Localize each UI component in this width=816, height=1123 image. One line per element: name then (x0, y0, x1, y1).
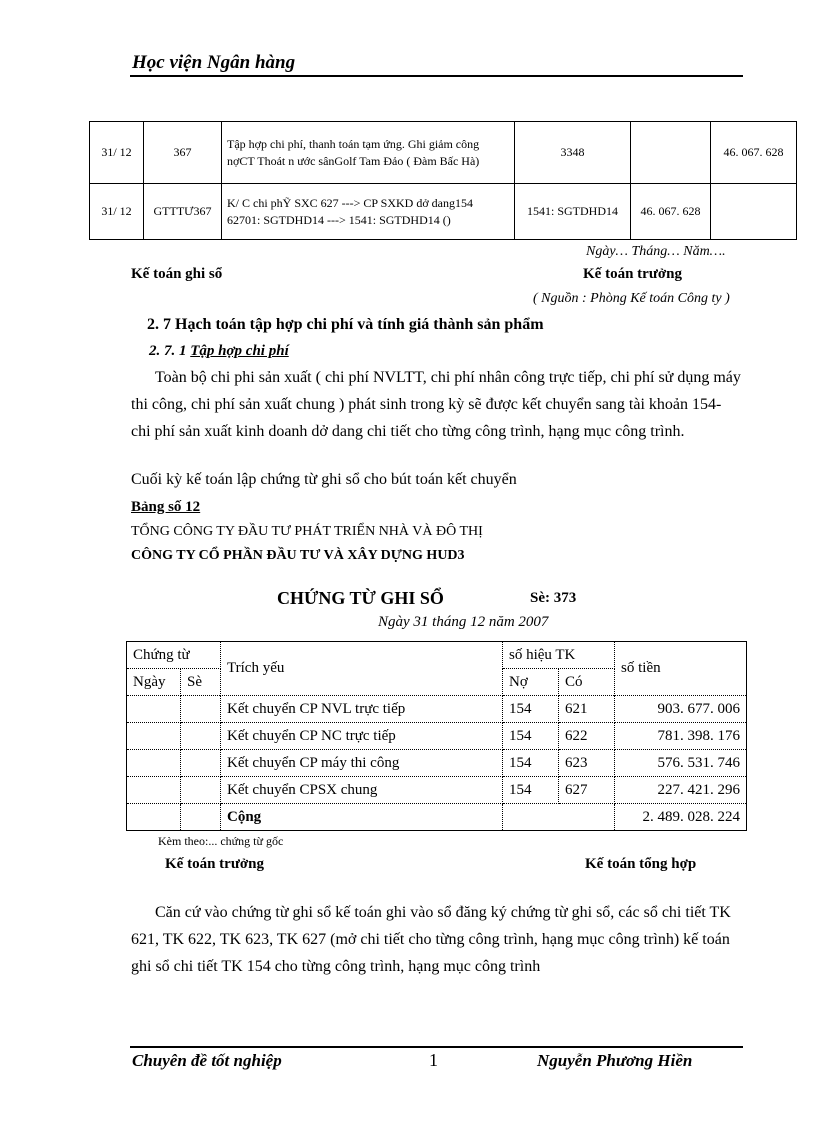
row-credit: 621 (559, 696, 615, 723)
header-summary: Trích yếu (221, 642, 503, 696)
source-note: ( Nguồn : Phòng Kế toán Công ty ) (533, 291, 730, 306)
row-summary: Kết chuyển CP NVL trực tiếp (221, 696, 503, 723)
footer-left: Chuyên đề tốt nghiệp (132, 1051, 282, 1070)
ledger-debit-amount (631, 122, 711, 184)
ledger-desc: K/ C chi phỸ SXC 627 ---> CP SXKD dở dang154 62701: SGTDHD14 ---> 1541: SGTDHD14 () (222, 184, 515, 240)
table-row (127, 750, 747, 777)
row-credit: 623 (559, 750, 615, 777)
voucher-date: Ngày 31 tháng 12 năm 2007 (378, 614, 549, 630)
page-number: 1 (429, 1050, 438, 1070)
ledger-credit-amount (711, 184, 797, 240)
parent-company: TỔNG CÔNG TY ĐẦU TƯ PHÁT TRIỂN NHÀ VÀ ĐÔ THỊ (131, 524, 483, 539)
row-summary: Kết chuyển CP NC trực tiếp (221, 723, 503, 750)
row-debit: 154 (503, 750, 559, 777)
row-debit: 154 (503, 723, 559, 750)
ledger-credit-amount: 46. 067. 628 (711, 122, 797, 184)
row-amount: 903. 677. 006 (615, 696, 747, 723)
ledger-table (89, 121, 797, 240)
row-credit: 622 (559, 723, 615, 750)
date-line: Ngày… Tháng… Năm…. (586, 244, 726, 259)
ledger-desc: Tập hợp chi phí, thanh toán tạm ứng. Ghi giảm công nợCT Thoát n ước sânGolf Tam Đảo ( Đàm Bấc Hà) (222, 122, 515, 184)
ledger-ref: 367 (144, 122, 222, 184)
voucher-number: Sè: 373 (530, 590, 577, 606)
ledger-date: 31/ 12 (90, 184, 144, 240)
header-voucher: Chứng từ (127, 642, 221, 669)
header-credit: Có (559, 669, 615, 696)
voucher-title: CHỨNG TỪ GHI SỔ (277, 588, 444, 608)
row-summary: Kết chuyển CP máy thi công (221, 750, 503, 777)
header-title: Học viện Ngân hàng (132, 52, 296, 73)
signature-chief-accountant: Kế toán trưởng (583, 266, 682, 282)
closing-paragraph: Căn cứ vào chứng từ ghi sổ kế toán ghi vào sổ đăng ký chứng từ ghi sổ, các sổ chi tiết TK 621, TK 622, TK 623, TK 627 (mở chi tiết cho từng công trình, hạng mục công trình) kế toán ghi sổ chi tiết TK 154 cho từng công trình, hạng mục công trình (131, 904, 731, 975)
ledger-debit-account: 1541: SGTDHD14 (515, 184, 631, 240)
row-summary: Kết chuyển CPSX chung (221, 777, 503, 804)
total-amount: 2. 489. 028. 224 (615, 804, 747, 831)
table-row (127, 777, 747, 804)
signature-chief-accountant-2: Kế toán trưởng (165, 856, 264, 872)
header-rule (130, 75, 743, 77)
subsection-title: Tập hợp chi phí (190, 343, 289, 359)
signature-general-accountant: Kế toán tổng hợp (585, 856, 697, 872)
header-no: Sè (181, 669, 221, 696)
attachment-note: Kèm theo:... chứng từ gốc (158, 834, 284, 848)
total-label: Cộng (221, 804, 503, 831)
row-amount: 576. 531. 746 (615, 750, 747, 777)
company-name: CÔNG TY CỔ PHẦN ĐẦU TƯ VÀ XÂY DỰNG HUD3 (131, 548, 465, 563)
ledger-debit-account: 3348 (515, 122, 631, 184)
row-credit: 627 (559, 777, 615, 804)
ledger-debit-amount: 46. 067. 628 (631, 184, 711, 240)
table-row (90, 122, 797, 184)
ledger-date: 31/ 12 (90, 122, 144, 184)
subsection-heading (149, 343, 289, 360)
table-label: Bảng số 12 (131, 499, 201, 515)
header-debit: Nợ (503, 669, 559, 696)
row-amount: 781. 398. 176 (615, 723, 747, 750)
table-row (127, 723, 747, 750)
body-paragraph-2: Cuối kỳ kế toán lập chứng từ ghi sổ cho bút toán kết chuyển (131, 471, 517, 488)
signature-bookkeeper: Kế toán ghi sổ (131, 266, 223, 282)
voucher-table (126, 641, 747, 831)
table-row (90, 184, 797, 240)
body-paragraph: Toàn bộ chi phi sản xuất ( chi phí NVLTT, chi phí nhân công trực tiếp, chi phí sử dụng máy thi công, chi phí sản xuất chung ) phát sinh trong kỳ sẽ được kết chuyển sang tài khoản 154- chi phí sản xuất kinh doanh dở dang chi tiết cho từng công trình, hạng mục công trình. (131, 369, 741, 440)
header-account-no: số hiệu TK (503, 642, 615, 669)
header-day: Ngày (127, 669, 181, 696)
section-heading: 2. 7 Hạch toán tập hợp chi phí và tính giá thành sản phẩm (147, 316, 544, 333)
row-amount: 227. 421. 296 (615, 777, 747, 804)
footer-rule (130, 1046, 743, 1048)
table-header-row (127, 642, 747, 669)
header-amount: số tiền (615, 642, 747, 696)
ledger-ref: GTTTƯ367 (144, 184, 222, 240)
row-debit: 154 (503, 777, 559, 804)
row-debit: 154 (503, 696, 559, 723)
table-row (127, 696, 747, 723)
total-row (127, 804, 747, 831)
subsection-number: 2. 7. 1 (149, 343, 191, 359)
footer-author: Nguyễn Phương Hiền (537, 1051, 693, 1070)
